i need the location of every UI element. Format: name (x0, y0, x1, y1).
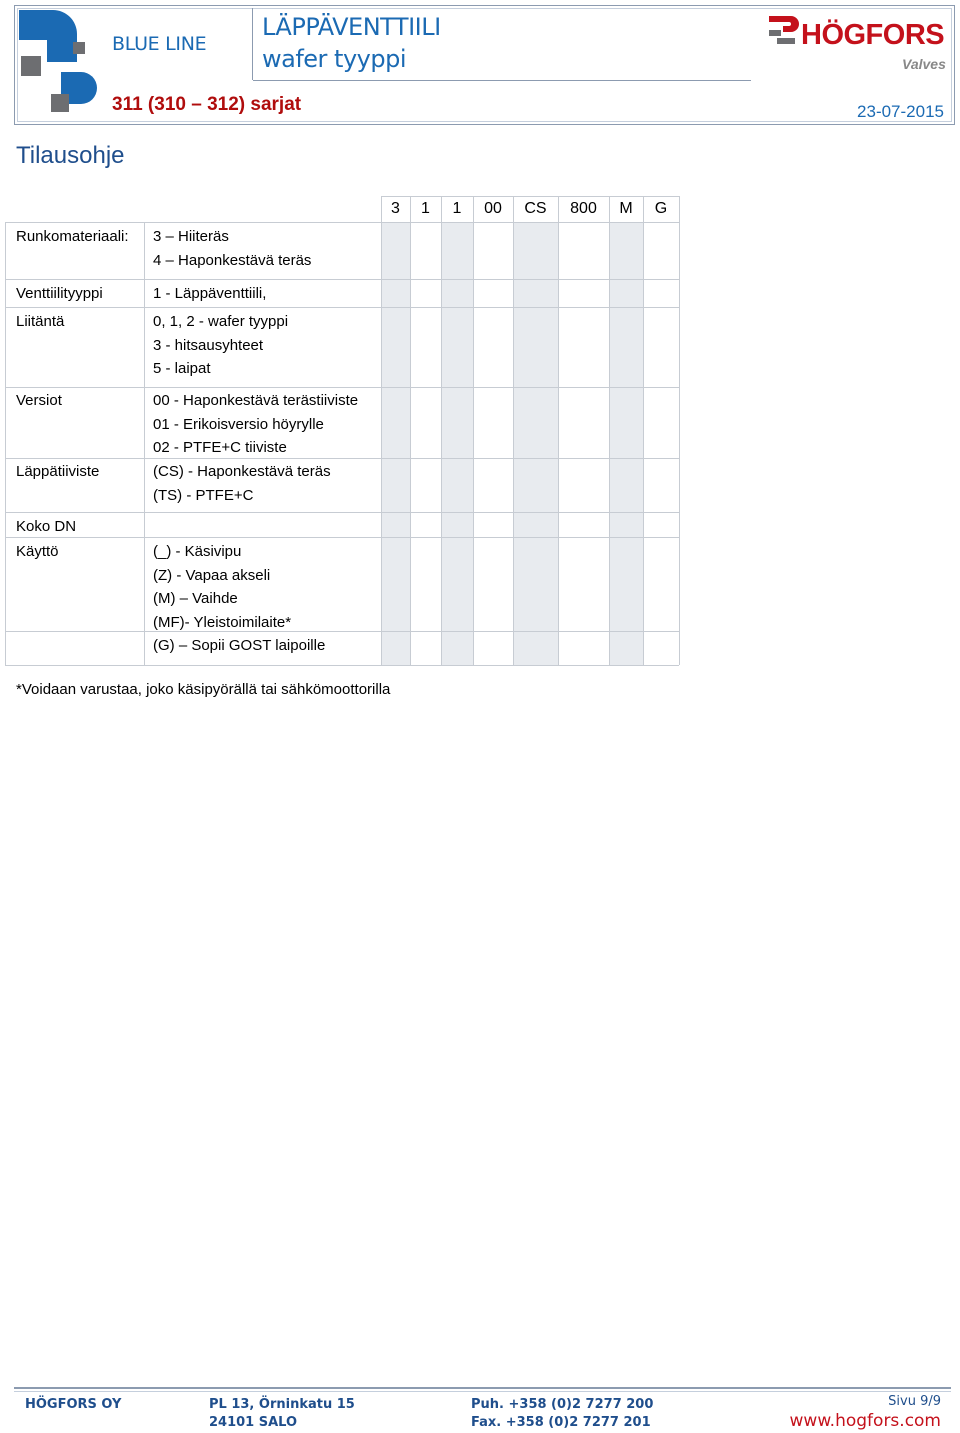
document-date: 23-07-2015 (857, 102, 944, 121)
row-label: Venttiilityyppi (16, 285, 103, 302)
product-line-name: BLUE LINE (112, 33, 207, 55)
code-column-border (558, 196, 559, 665)
code-column-border (473, 196, 474, 665)
row-label: Läppätiiviste (16, 463, 100, 480)
row-option: 02 - PTFE+C tiiviste (153, 439, 287, 457)
order-code-part: M (619, 200, 633, 217)
row-option: 5 - laipat (153, 360, 211, 378)
row-option: 3 - hitsausyhteet (153, 336, 264, 354)
code-column-border (513, 196, 514, 665)
table-row-border (5, 222, 679, 223)
row-label: Versiot (16, 392, 62, 409)
table-top-border (381, 196, 679, 197)
blue-line-logo-icon (15, 6, 115, 121)
table-row-border (5, 665, 679, 666)
row-option: 1 - Läppäventtiili, (153, 285, 267, 302)
table-row-border (5, 512, 679, 513)
table-row-border (5, 537, 679, 538)
row-option: (_) - Käsivipu (153, 543, 242, 560)
row-label: Koko DN (16, 518, 77, 535)
code-column-border (679, 196, 680, 665)
document-title: LÄPPÄVENTTIILI (262, 13, 441, 41)
footnote: *Voidaan varustaa, joko käsipyörällä tai sähkömoottorilla (16, 681, 391, 698)
row-label: Runkomateriaali: (16, 228, 129, 245)
table-row-border (5, 307, 679, 308)
row-option: (MF)- Yleistoimilaite* (153, 613, 292, 631)
code-column-border (643, 196, 644, 665)
code-column-border (609, 196, 610, 665)
row-option: (M) – Vaihde (153, 590, 238, 608)
row-option: 3 – Hiiteräs (153, 228, 229, 245)
header-rule (253, 80, 751, 81)
order-code-part: 1 (452, 200, 462, 217)
series-title: 311 (310 – 312) sarjat (112, 94, 302, 115)
table-row-border (5, 631, 679, 632)
page-title: Tilausohje (16, 142, 125, 169)
order-code-part: 800 (570, 200, 597, 217)
document-header (14, 5, 955, 125)
table-row-border (5, 279, 679, 280)
page-number: Sivu 9/9 (888, 1394, 941, 1409)
order-code-part: 1 (421, 200, 430, 217)
row-option: (TS) - PTFE+C (153, 486, 254, 504)
code-column-shade (381, 222, 410, 665)
row-option: (G) – Sopii GOST laipoille (153, 637, 326, 655)
table-column-border (144, 222, 145, 665)
code-column-border (441, 196, 442, 665)
row-option: (CS) - Haponkestävä teräs (153, 463, 331, 480)
code-column-shade (441, 222, 473, 665)
order-code-table (5, 196, 679, 665)
footer-phone: Puh. +358 (0)2 7277 200 (471, 1397, 654, 1412)
order-code-part: G (654, 200, 668, 217)
footer-address-city: 24101 SALO (209, 1415, 298, 1430)
code-column-border (381, 196, 382, 665)
row-option: 01 - Erikoisversio höyrylle (153, 415, 324, 433)
table-row-border (5, 387, 679, 388)
row-label: Käyttö (16, 543, 59, 560)
row-option: 0, 1, 2 - wafer tyyppi (153, 313, 289, 330)
row-option: (Z) - Vapaa akseli (153, 566, 271, 584)
order-code-part: 00 (484, 200, 502, 217)
brand-name: HÖGFORS (801, 19, 945, 51)
order-code-part: CS (524, 200, 547, 217)
hogfors-logo-icon (767, 12, 803, 52)
footer-fax: Fax. +358 (0)2 7277 201 (471, 1415, 651, 1430)
footer-company: HÖGFORS OY (25, 1397, 122, 1412)
footer-rule (14, 1387, 951, 1389)
table-row-border (5, 458, 679, 459)
header-divider (252, 8, 253, 80)
code-column-shade (609, 222, 643, 665)
brand-tagline: Valves (902, 56, 946, 72)
code-column-shade (513, 222, 558, 665)
website-link[interactable]: www.hogfors.com (789, 1411, 941, 1431)
row-label: Liitäntä (16, 313, 65, 330)
code-column-border (410, 196, 411, 665)
footer-rule-thin (14, 1391, 951, 1392)
table-left-border (5, 222, 6, 665)
footer-address-street: PL 13, Örninkatu 15 (209, 1397, 355, 1412)
row-option: 4 – Haponkestävä teräs (153, 251, 312, 269)
order-code-part: 3 (391, 200, 400, 217)
document-subtitle: wafer tyyppi (262, 45, 406, 73)
row-option: 00 - Haponkestävä terästiiviste (153, 392, 359, 409)
